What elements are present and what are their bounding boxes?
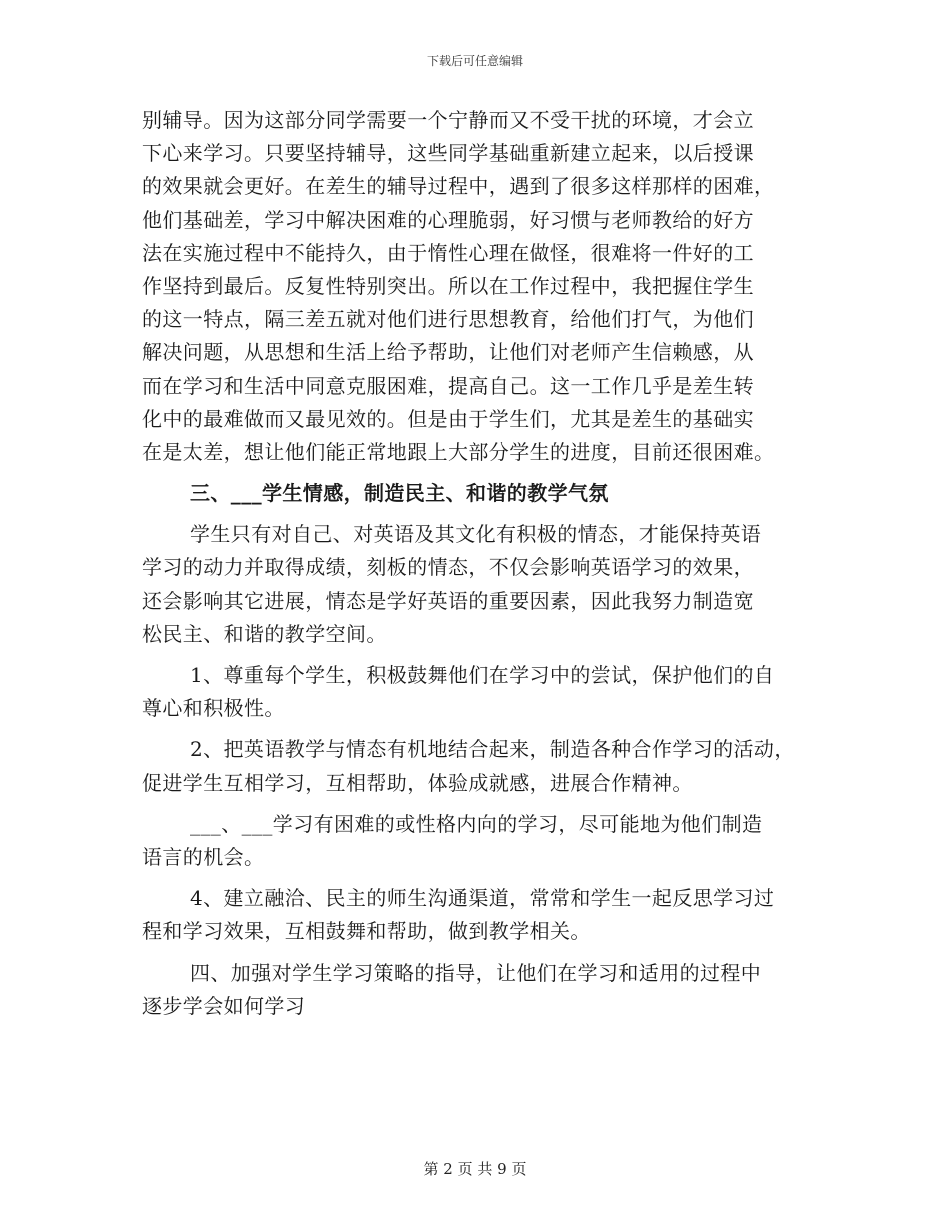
text-line: 的效果就会更好。在差生的辅导过程中，遇到了很多这样那样的困难， (142, 174, 775, 199)
text-line: 学生只有对自己、对英语及其文化有积极的情态，才能保持英语 (190, 522, 762, 547)
paragraph-remedial-tutoring (142, 104, 812, 469)
list-item-2 (142, 733, 812, 799)
text-line: 作坚持到最后。反复性特别突出。所以在工作过程中，我把握住学生 (142, 273, 754, 298)
text-line: 他们基础差，学习中解决困难的心理脆弱，好习惯与老师教给的好方 (142, 207, 754, 232)
document-body (142, 104, 812, 1023)
text-line: 在是太差，想让他们能正常地跟上大部分学生的进度，目前还很困难。 (142, 439, 775, 464)
text-line: 程和学习效果，互相鼓舞和帮助，做到教学相关。 (142, 919, 591, 944)
text-line: 语言的机会。 (142, 844, 265, 869)
section-heading-4 (142, 957, 812, 1023)
paragraph-emotion (142, 518, 812, 651)
text-line: 2、把英语教学与情态有机地结合起来，制造各种合作学习的活动， (190, 737, 795, 762)
list-item-4 (142, 882, 812, 948)
page-header: 下载后可任意编辑 (426, 54, 523, 68)
text-line: 尊心和积极性。 (142, 696, 285, 721)
text-line: 逐步学会如何学习 (142, 993, 306, 1018)
section-heading-3: 三、___学生情感，制造民主、和谐的教学气氛 (190, 481, 609, 506)
text-line: 解决问题，从思想和生活上给予帮助，让他们对老师产生信赖感，从 (142, 340, 754, 365)
list-item-1 (142, 659, 812, 725)
text-line: 4、建立融洽、民主的师生沟通渠道，常常和学生一起反思学习过 (190, 886, 775, 911)
text-line: 化中的最难做而又最见效的。但是由于学生们，尤其是差生的基础实 (142, 406, 754, 431)
text-line: 而在学习和生活中同意克服困难，提高自己。这一工作几乎是差生转 (142, 373, 754, 398)
text-line: 促进学生互相学习，互相帮助，体验成就感，进展合作精神。 (142, 770, 693, 795)
page-number: 第 2 页 共 9 页 (423, 1160, 527, 1178)
text-line: 1、尊重每个学生，积极鼓舞他们在学习中的尝试，保护他们的自 (190, 663, 775, 687)
text-line: 四、加强对学生学习策略的指导，让他们在学习和适用的过程中 (190, 960, 762, 985)
text-line: 的这一特点，隔三差五就对他们进行思想教育，给他们打气，为他们 (142, 307, 754, 332)
text-line: 下心来学习。只要坚持辅导，这些同学基础重新建立起来，以后授课 (142, 141, 754, 166)
text-line: 松民主、和谐的教学空间。 (142, 621, 387, 646)
text-line: 别辅导。因为这部分同学需要一个宁静而又不受干扰的环境，才会立 (142, 108, 754, 132)
text-line: 法在实施过程中不能持久，由于惰性心理在做怪，很难将一件好的工 (142, 240, 754, 265)
list-item-3 (142, 808, 812, 874)
text-line: 还会影响其它进展，情态是学好英语的重要因素，因此我努力制造宽 (142, 588, 754, 613)
text-line: 学习的动力并取得成绩，刻板的情态，不仅会影响英语学习的效果， (142, 555, 754, 580)
text-line: ___、___学习有困难的或性格内向的学习，尽可能地为他们制造 (190, 811, 763, 836)
